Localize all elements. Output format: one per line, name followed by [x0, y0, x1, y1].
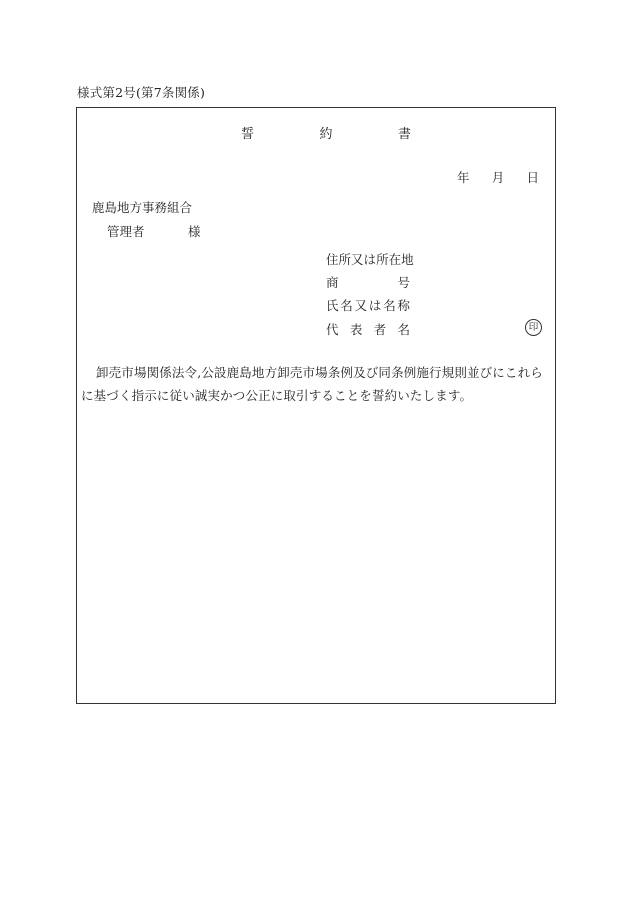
field-char: 氏 — [326, 298, 339, 313]
title-char: 約 — [319, 127, 333, 142]
field-char: は — [368, 298, 382, 313]
field-char: 称 — [397, 298, 410, 313]
field-char: 表 — [349, 322, 363, 337]
addressee-role: 管理者 — [107, 224, 145, 239]
field-char: 名 — [383, 298, 396, 313]
field-name-label — [326, 296, 410, 314]
field-char: 住 — [326, 252, 339, 267]
title-char: 誓 — [241, 127, 255, 142]
field-char: 所 — [338, 252, 352, 267]
field-representative-label — [326, 320, 410, 338]
date-year-label: 年 — [457, 170, 470, 185]
field-char: 商 — [326, 275, 339, 290]
field-char: 号 — [397, 275, 410, 290]
seal-mark-icon: 印 — [525, 319, 542, 336]
pledge-form-frame — [76, 107, 556, 704]
field-char: 又 — [354, 298, 368, 313]
field-char: 代 — [326, 322, 339, 337]
date-month-label: 月 — [491, 170, 505, 185]
field-char: 又 — [351, 252, 364, 267]
date-line — [457, 168, 539, 186]
pledge-statement: 卸売市場関係法令,公設鹿島地方卸売市場条例及び同条例施行規則並びにこれらに基づく指示に従い誠実かつ公正に取引することを誓約いたします。 — [81, 365, 543, 403]
addressee-honorific: 様 — [188, 224, 201, 239]
field-char: 所 — [376, 252, 389, 267]
field-char: 地 — [401, 252, 414, 267]
field-trade-name-label — [326, 273, 410, 291]
document-title — [241, 123, 411, 142]
date-day-label: 日 — [526, 170, 539, 185]
title-char: 書 — [397, 127, 411, 142]
field-char: 名 — [340, 298, 353, 313]
field-char: は — [363, 252, 377, 267]
field-char: 名 — [397, 322, 410, 337]
addressee-organization: 鹿島地方事務組合 — [92, 200, 193, 215]
field-char: 者 — [373, 322, 387, 337]
form-number-label: 様式第2号(第7条関係) — [77, 85, 206, 100]
field-char: 在 — [388, 252, 402, 267]
field-address-label — [326, 250, 414, 268]
